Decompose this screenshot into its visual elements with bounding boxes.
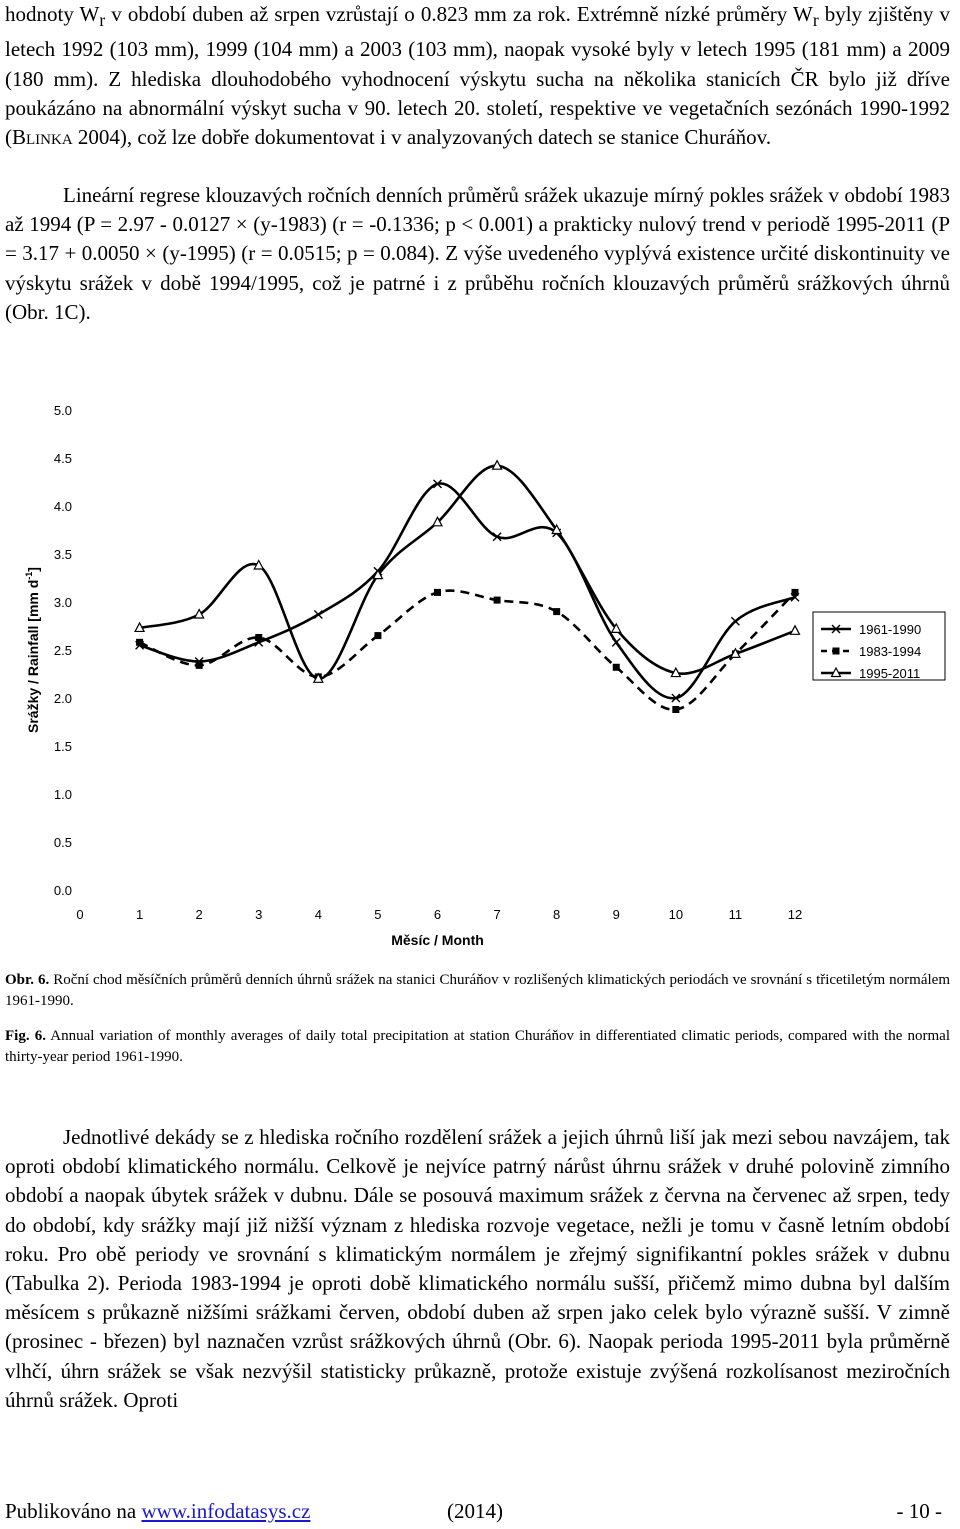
data-point-1983-1994 (792, 589, 799, 596)
data-point-1983-1994 (494, 597, 501, 604)
series-line-1995-2011 (140, 466, 795, 679)
caption-en-label: Fig. 6. (5, 1028, 46, 1044)
paragraph-3 (5, 1123, 950, 1415)
paragraph-2 (5, 181, 950, 327)
data-point-1983-1994 (255, 634, 262, 641)
x-axis-title: Měsíc / Month (391, 932, 484, 948)
y-tick-label: 2.0 (53, 691, 72, 706)
para1-text-b: v období duben až srpen vzrůstají o 0.823 mm za rok. Extrémně nízké průměry W (105, 2, 813, 26)
page-number: - 10 - (896, 1499, 942, 1523)
x-tick-label: 1 (135, 907, 144, 922)
y-tick-label: 3.5 (53, 547, 72, 562)
data-point-1983-1994 (434, 589, 441, 596)
caption-cz-text: Roční chod měsíčních průměrů denních úhrnů srážek na stanici Churáňov v rozlišených klimatických periodách ve srovnání s třicetiletým normálem 1961-1990. (5, 972, 950, 1009)
y-tick-label: 3.0 (53, 595, 72, 610)
para1-text-d: 2004), což lze dobře dokumentovat i v analyzovaných datech se stanice Churáňov. (72, 125, 772, 149)
x-tick-label: 10 (668, 907, 684, 922)
figure-caption-czech (5, 970, 950, 1012)
figure-caption-english (5, 1026, 950, 1068)
y-tick-label: 0.0 (53, 883, 72, 898)
x-tick-label: 9 (612, 907, 620, 922)
footer-website-link[interactable]: www.infodatasys.cz (141, 1499, 311, 1523)
para2-text: Lineární regrese klouzavých ročních denních průměrů srážek ukazuje mírný pokles srážek v období 1983 až 1994 (P = 2.97 - 0.0127 × (y-1983) (r = -0.1336; p < 0.001) a prakticky nulový trend v periodě 1995-2011 (P = 3.17 + 0.0050 × (y-1995) (r = 0.0515; p = 0.084). Z výše uvedeného vyplývá existence určité diskontinuity ve výskytu srážek v době 1994/1995, což je patrné i z průběhu ročních klouzavých průměrů srážkových úhrnů (Obr. 1C). (5, 183, 950, 324)
caption-cz-label: Obr. 6. (5, 972, 50, 988)
x-tick-label: 3 (255, 907, 263, 922)
legend-label: 1961-1990 (859, 622, 922, 637)
caption-en-text: Annual variation of monthly averages of daily total precipitation at station Churáňov in differentiated climatic periods, compared with the normal thirty-year period 1961-1990. (5, 1028, 950, 1065)
series-line-1961-1990 (140, 483, 795, 698)
para1-text-a: hodnoty W (5, 2, 100, 26)
y-axis-title: Srážky / Rainfall [mm $d^{-1}$] (24, 567, 41, 733)
data-point-1983-1994 (672, 706, 679, 713)
data-point-1983-1994 (374, 632, 381, 639)
y-tick-label: 2.5 (53, 643, 72, 658)
x-tick-label: 4 (314, 907, 322, 922)
x-tick-label: 8 (553, 907, 561, 922)
x-tick-label: 11 (728, 907, 743, 922)
x-tick-label: 12 (787, 907, 803, 922)
y-tick-label: 1.0 (53, 787, 72, 802)
legend-marker-1983-1994 (833, 648, 840, 655)
y-tick-label: 4.5 (53, 451, 72, 466)
y-tick-label: 4.0 (53, 499, 72, 514)
x-tick-label: 7 (493, 907, 501, 922)
x-tick-label: 2 (195, 907, 203, 922)
x-tick-label: 5 (374, 907, 382, 922)
data-point-1983-1994 (553, 608, 560, 615)
citation-blinka: Blinka (12, 125, 73, 149)
y-tick-label: 1.5 (53, 739, 72, 754)
footer-year: (2014) (447, 1499, 503, 1523)
y-tick-label: 0.5 (53, 835, 72, 850)
para1-subscript-2: r (812, 10, 819, 31)
y-tick-label: 5.0 (53, 403, 72, 418)
page-footer (5, 1497, 950, 1527)
paragraph-1 (5, 0, 950, 152)
para1-subscript-1: r (99, 10, 106, 31)
data-point-1983-1994 (136, 639, 143, 646)
data-point-1983-1994 (613, 664, 620, 671)
precipitation-chart (0, 395, 960, 965)
legend-label: 1995-2011 (859, 666, 921, 681)
para1-text-c: byly zjištěny v letech 1992 (103 mm), 1999 (104 mm) a 2003 (103 mm), naopak vysoké byly v letech 1995 (181 mm) a 2009 (180 mm). Z hlediska dlouhodobého vyhodnocení výskytu sucha na několika stanicích ČR bylo již dříve poukázáno na abnormální výskyt sucha v 90. letech 20. století, respektive ve vegetačních sezónách 1990-1992 ( (5, 2, 950, 149)
x-tick-label: 0 (76, 907, 84, 922)
para3-text: Jednotlivé dekády se z hlediska ročního rozdělení srážek a jejich úhrnů liší jak mezi sebou navzájem, tak oproti období klimatického normálu. Celkově je nejvíce patrný nárůst úhrnu srážek v druhé polovině zimního období a naopak úbytek srážek v dubnu. Dále se posouvá maximum srážek z června na červenec až srpen, tedy do období, kdy srážky mají již nižší význam z hlediska rozvoje vegetace, nežli je tomu v časně letním období roku. Pro obě periody ve srovnání s klimatickým normálem je zřejmý signifikantní pokles srážek v dubnu (Tabulka 2). Perioda 1983-1994 je oproti době klimatického normálu sušší, přičemž mimo dubna byl dalším měsícem s průkazně nižšími srážkami červen, období duben až srpen jako celek bylo výrazně sušší. V zimně (prosinec - březen) byl naznačen vzrůst srážkových úhrnů (Obr. 6). Naopak perioda 1995-2011 byla průměrně vlhčí, úhrn srážek se však nezvýšil statisticky průkazně, protože existuje zvýšená rozkolísanost meziročních úhrnů srážek. Oproti (5, 1125, 950, 1412)
legend-label: 1983-1994 (859, 644, 922, 659)
data-point-1983-1994 (196, 662, 203, 669)
data-point-1995-2011 (791, 626, 800, 635)
x-tick-label: 6 (433, 907, 442, 922)
footer-prefix: Publikováno na (5, 1499, 142, 1523)
